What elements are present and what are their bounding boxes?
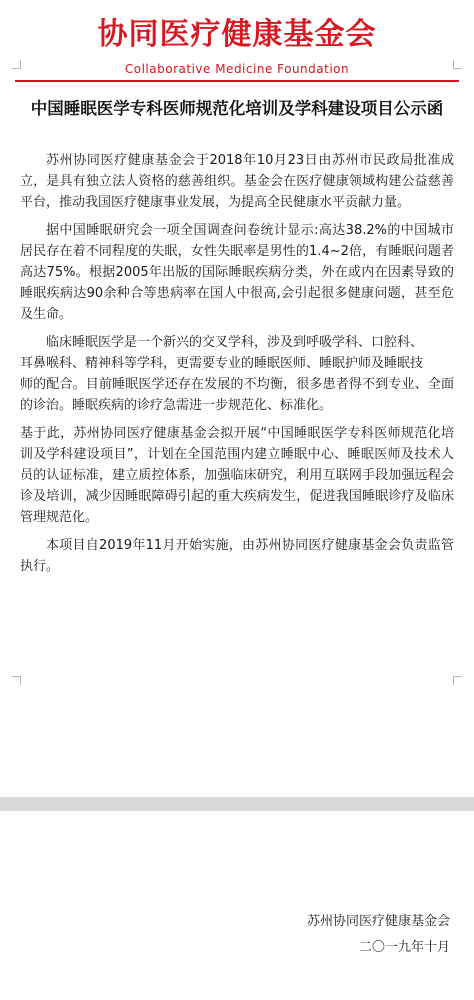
signature-date: 二〇一九年十月: [358, 940, 450, 955]
document-title: 中国睡眠医学专科医师规范化培训及学科建设项目公示函: [30, 99, 444, 118]
document-body: [20, 150, 454, 584]
document-page-2: [0, 811, 474, 1000]
page-separator: [0, 797, 474, 811]
crop-mark-bottom-left: [12, 676, 21, 685]
crop-mark-bottom-right: [453, 676, 462, 685]
letterhead-org-name: 协同医疗健康基金会: [97, 17, 377, 52]
paragraph-foundation-intro: 苏州协同医疗健康基金会于2018年10月23日由苏州市民政局批准成立，是具有独立法人资格的慈善组织。基金会在医疗健康领域构建公益慈善平台，推动我国医疗健康事业发展，为提高全民健康水平贡献力量。: [20, 153, 454, 210]
signature-org: 苏州协同医疗健康基金会: [306, 914, 450, 929]
paragraph-sleep-statistics: 据中国睡眠研究会一项全国调查问卷统计显示:高达38.2%的中国城市居民存在着不同程度的失眠，女性失眠率是男性的1.4~2倍，有睡眠问题者高达75%。根据2005年出版的国际睡眠疾病分类，外在或内在因素导致的睡眠疾病达90余种合等患病率在国人中很高,会引起很多健康问题，甚至危及生命。: [20, 223, 454, 322]
signature-block: [307, 909, 450, 961]
paragraph-implementation: 本项目自2019年11月开始实施，由苏州协同医疗健康基金会负责监管执行。: [20, 538, 454, 574]
letterhead-org-name-english: Collaborative Medicine Foundation: [124, 62, 350, 76]
paragraph-clinical-sleep-medicine: 临床睡眠医学是一个新兴的交叉学科，涉及到呼吸学科、口腔科、: [46, 335, 424, 350]
paragraph-clinical-sleep-medicine-cont-2: 师的配合。目前睡眠医学还存在发展的不均衡，很多患者得不到专业、全面的诊治。睡眠疾病的诊疗急需进一步规范化、标准化。: [20, 377, 454, 413]
paragraph-project-plan: 基于此，苏州协同医疗健康基金会拟开展“中国睡眠医学专科医师规范化培训及学科建设项目”，计划在全国范围内建立睡眠中心、睡眠医师及技术人员的认证标准，建立质控体系，加强临床研究，利用互联网手段加强远程会诊及培训，减少因睡眠障碍引起的重大疾病发生，促进我国睡眠诊疗及临床管理规范化。: [20, 426, 454, 525]
paragraph-clinical-sleep-medicine-cont-1: 耳鼻喉科、精神科等学科，更需要专业的睡眠医师、睡眠护师及睡眠技: [20, 356, 424, 371]
letterhead-divider: [15, 80, 459, 82]
